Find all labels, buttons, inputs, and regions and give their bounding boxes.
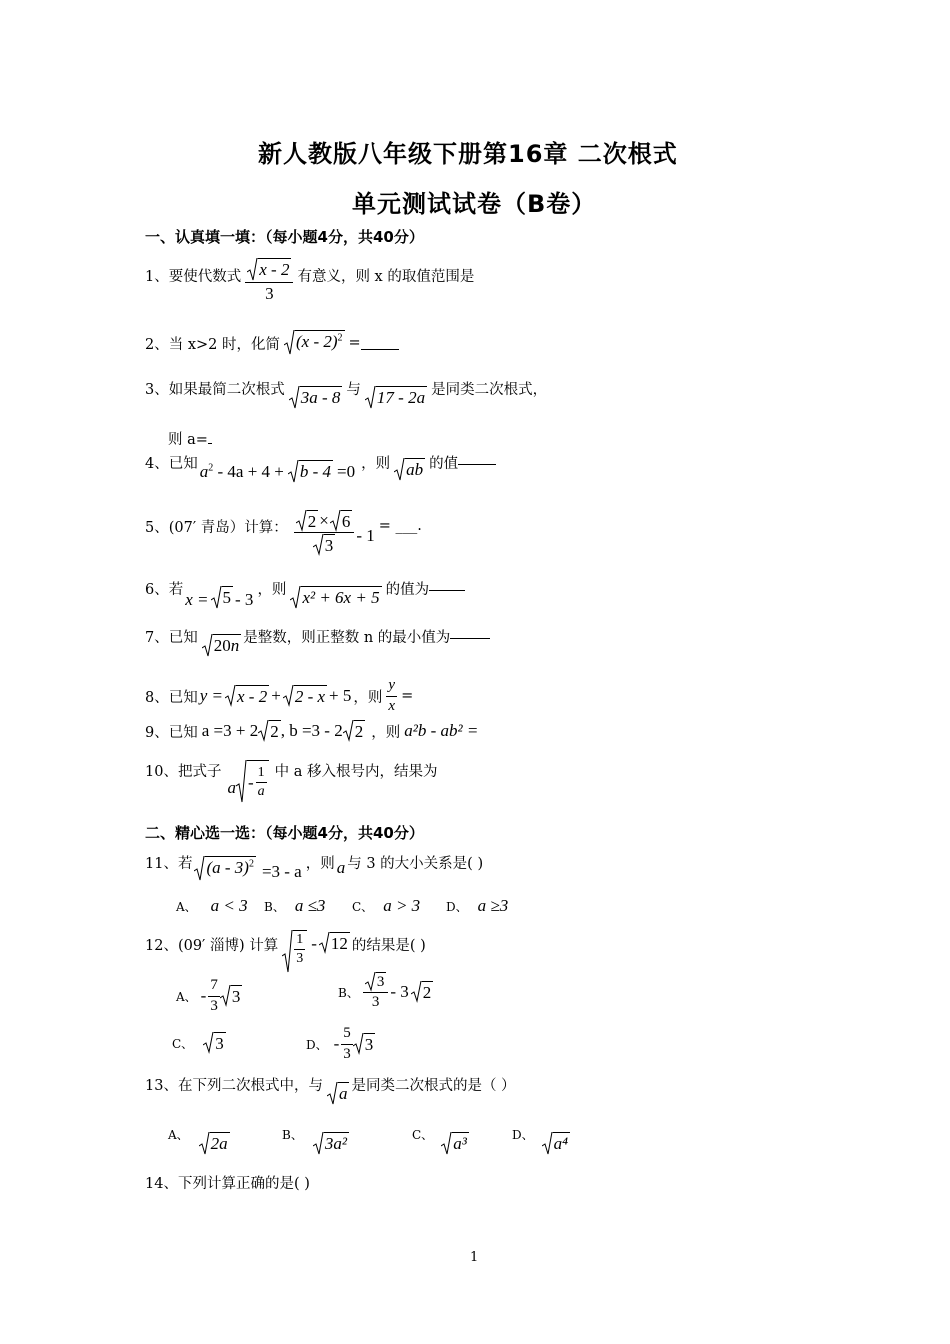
q11-option-a[interactable]: A、 a < 3 xyxy=(176,896,248,915)
radical-sign-icon xyxy=(411,981,422,1003)
radical-sign-icon xyxy=(202,634,213,658)
q3-answer-blank[interactable] xyxy=(208,431,212,444)
radical-sign-icon xyxy=(441,1132,452,1156)
q9-radical-2: 2 xyxy=(343,720,366,742)
radical-sign-icon xyxy=(542,1132,553,1156)
q6-answer-blank[interactable] xyxy=(429,578,465,591)
q7-answer-blank[interactable] xyxy=(450,626,490,639)
q3-middle: 与 xyxy=(346,382,361,398)
q6-radical-2: x² + 6x + 5 xyxy=(290,586,381,610)
question-8: 8、已知 y = x - 2 + 2 - x + 5 ，则 $\frac{y}{x}$ = xyxy=(145,676,413,716)
section-heading-fill: 一、认真填一填：（每小题4分，共40分） xyxy=(145,228,424,246)
q3-radical-1: 3a - 8 xyxy=(289,386,343,410)
q8-fraction: $\frac{y}{x}$ xyxy=(388,677,396,714)
question-4: 4、已知 $a^2 - 4a + 4$ + b - 4 =0 ，则 ab 的值 xyxy=(145,452,496,484)
radical-sign-icon xyxy=(258,720,269,742)
radical-sign-icon xyxy=(296,510,307,532)
question-12: 12、(09′ 淄博) 计算 $\frac{1}{3}$ - 12 的结果是( ) xyxy=(145,930,426,974)
q4-expression: $a^2 - 4a + 4$ + xyxy=(199,462,284,481)
q5-fraction: 2 × 6 3 xyxy=(294,510,355,556)
q9-prefix: 9、已知 xyxy=(145,724,198,741)
radical-sign-icon xyxy=(289,386,300,410)
q12-radical: 12 xyxy=(319,932,350,954)
radical-sign-icon xyxy=(343,720,354,742)
question-7: 7、已知 20n 是整数，则正整数 n 的最小值为 xyxy=(145,626,490,658)
radical-sign-icon xyxy=(313,534,324,556)
radical-sign-icon xyxy=(313,1132,324,1156)
question-9: 9、已知 a =3 + 2 2 , b =3 - 2 2 ，则 a²b - ab² = xyxy=(145,721,479,741)
q2-equals: = xyxy=(348,335,361,351)
q1-radical: x - 2 xyxy=(247,258,291,282)
q12-option-b[interactable]: B、 $\frac{3}{3}$ - 3 2 xyxy=(338,974,432,1010)
q11-radical: (a - 3)$^2$ xyxy=(194,856,255,882)
q13-radical: a xyxy=(327,1082,350,1106)
page-title: 新人教版八年级下册第16章 二次根式 xyxy=(258,140,678,168)
radical-sign-icon xyxy=(236,760,247,804)
q8-radical-1: x - 2 xyxy=(225,685,269,707)
q2-radical: (x - 2)$^2$ xyxy=(284,330,345,356)
q10-radical: - $\frac{1}{a}$ xyxy=(236,760,269,804)
q6-prefix: 6、若 xyxy=(145,582,184,598)
question-11: 11、若 (a - 3)$^2$ =3 - a ，则 a 与 3 的大小关系是( ) xyxy=(145,852,483,882)
q13-option-c[interactable]: C、 a³ xyxy=(412,1126,512,1156)
radical-sign-icon xyxy=(365,972,376,992)
q1-prefix: 1、要使代数式 xyxy=(145,269,242,285)
radical-sign-icon xyxy=(247,258,258,282)
question-1 xyxy=(145,258,474,305)
q2-answer-blank[interactable] xyxy=(361,337,399,350)
question-5: 5、(07′ 青岛）计算： 2 × 6 3 - 1 = ___. xyxy=(145,511,422,556)
q13-option-d[interactable]: D、 a⁴ xyxy=(512,1126,570,1156)
radical-sign-icon xyxy=(225,685,236,707)
page-subtitle: 单元测试试卷（B卷） xyxy=(352,190,597,218)
q1-suffix: 有意义，则 x 的取值范围是 xyxy=(297,269,475,285)
radical-sign-icon xyxy=(282,930,293,974)
q6-radical: 5 xyxy=(211,586,234,610)
q13-prefix: 13、在下列二次根式中，与 xyxy=(145,1078,323,1094)
radical-sign-icon xyxy=(394,458,405,482)
q11-prefix: 11、若 xyxy=(145,856,193,872)
radical-sign-icon xyxy=(203,1032,214,1054)
q7-prefix: 7、已知 xyxy=(145,630,198,646)
q10-prefix: 10、把式子 xyxy=(145,764,222,780)
q1-fraction: $\frac{x - 2}{3}$ xyxy=(245,258,293,305)
radical-sign-icon xyxy=(194,856,205,882)
radical-sign-icon xyxy=(365,386,376,410)
question-2 xyxy=(145,330,399,356)
radical-sign-icon xyxy=(199,1132,210,1156)
question-14: 14、下列计算正确的是( ) xyxy=(145,1176,310,1192)
q11-options xyxy=(176,896,508,916)
q12-option-c[interactable]: C、 3 xyxy=(172,1034,224,1053)
q13-option-a[interactable]: A、 2a xyxy=(168,1126,282,1156)
q11-option-d[interactable]: D、 a ≥3 xyxy=(446,896,509,915)
radical-sign-icon xyxy=(284,330,295,356)
radical-sign-icon xyxy=(288,460,299,484)
q12-prefix: 12、(09′ 淄博) 计算 xyxy=(145,938,279,954)
q9-radical-1: 2 xyxy=(258,720,281,742)
q4-prefix: 4、已知 xyxy=(145,456,198,472)
q13-option-b[interactable]: B、 3a² xyxy=(282,1126,412,1156)
radical-sign-icon xyxy=(220,985,231,1007)
q7-radical: 20n xyxy=(202,634,242,658)
q3-radical-2: 17 - 2a xyxy=(365,386,427,410)
q3-answer-line: 则 a= xyxy=(168,428,212,449)
q5-answer-blank[interactable]: = ___. xyxy=(378,518,422,534)
question-13: 13、在下列二次根式中，与 a 是同类二次根式的是（ ） xyxy=(145,1074,516,1106)
q8-radical-2: 2 - x xyxy=(283,685,327,707)
radical-sign-icon xyxy=(353,1033,364,1055)
q11-option-c[interactable]: C、 a > 3 xyxy=(352,896,421,915)
question-10: 10、把式子 a - $\frac{1}{a}$ 中 a 移入根号内，结果为 xyxy=(145,760,438,804)
q2-prefix: 2、当 x>2 时，化简 xyxy=(145,336,280,353)
q12-option-d[interactable]: D、 - $\frac{5}{3}$ 3 xyxy=(306,1025,374,1062)
q4-radical: b - 4 xyxy=(288,460,333,484)
q5-prefix: 5、(07′ 青岛）计算： xyxy=(145,520,288,536)
section-heading-choice: 二、精心选一选：（每小题4分，共40分） xyxy=(145,824,424,842)
radical-sign-icon xyxy=(290,586,301,610)
q8-prefix: 8、已知 xyxy=(145,689,198,706)
question-6: 6、若 x = 5 - 3 ，则 x² + 6x + 5 的值为 xyxy=(145,578,465,610)
q11-option-b[interactable]: B、 a ≤3 xyxy=(264,896,326,915)
q12-option-a[interactable]: A、 - $\frac{7}{3}$ 3 xyxy=(176,977,241,1014)
radical-sign-icon xyxy=(319,932,330,954)
radical-sign-icon xyxy=(327,1082,338,1106)
q4-radical-ab: ab xyxy=(394,458,425,482)
q12-radical-frac: $\frac{1}{3}$ xyxy=(282,930,307,974)
page-number: 1 xyxy=(470,1250,479,1265)
q13-options xyxy=(168,1126,570,1156)
q3-prefix: 3、如果最简二次根式 xyxy=(145,382,285,398)
radical-sign-icon xyxy=(330,510,341,532)
radical-sign-icon xyxy=(211,586,222,610)
question-3 xyxy=(145,378,547,410)
q3-suffix: 是同类二次根式， xyxy=(431,382,548,398)
q4-answer-blank[interactable] xyxy=(458,452,496,465)
radical-sign-icon xyxy=(283,685,294,707)
